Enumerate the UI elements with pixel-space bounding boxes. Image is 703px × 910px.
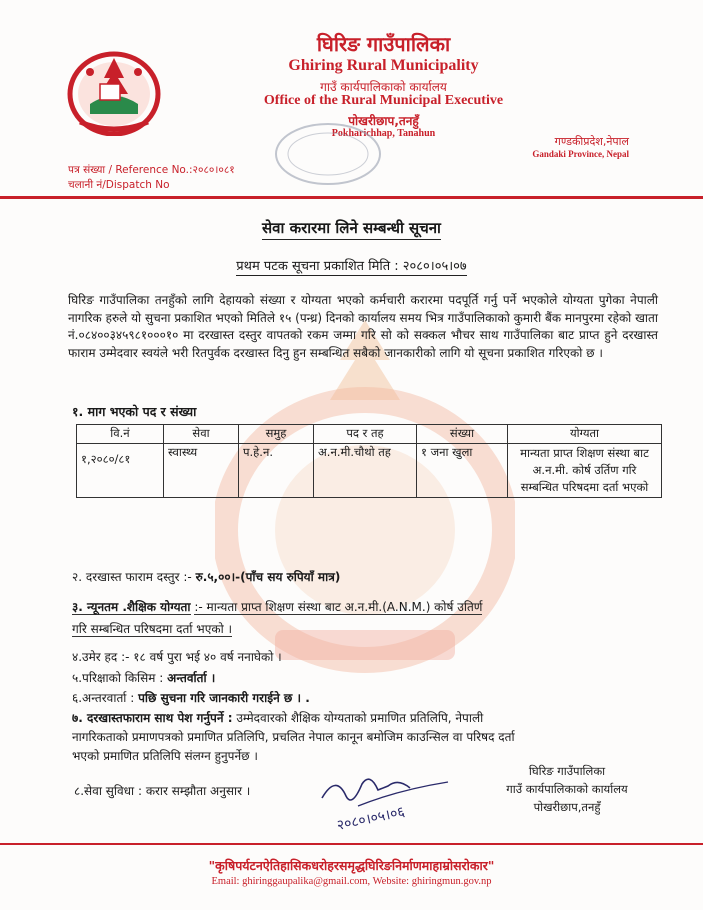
office-stamp-icon <box>268 118 388 186</box>
cell-count: १ जना खुला <box>417 444 508 498</box>
publish-date: प्रथम पटक सूचना प्रकाशित मिति : २०८०।०५।०७ <box>236 259 467 274</box>
qualification-value: :- मान्यता प्राप्त शिक्षण संस्था बाट अ.न.मी.(A.N.M.) कोर्ष उतिर्ण <box>194 600 483 614</box>
signoff-line2: गाउँ कार्यपालिकाको कार्यालय <box>506 782 628 796</box>
item-interview <box>72 689 310 706</box>
fee-label: २. दरखास्त फाराम दस्तुर :- <box>72 570 192 584</box>
qualification-label: ३. न्यूनतम .शैक्षिक योग्यता <box>72 600 191 614</box>
qualification-continued: गरि सम्बन्धित परिषदमा दर्ता भएको । <box>72 622 233 636</box>
location-en: Pokharichhap, Tanahun <box>331 128 436 139</box>
signoff-line1: घिरिङ गाउँपालिका <box>528 764 606 778</box>
table-header-row <box>77 425 662 444</box>
item-documents-line3: भएको प्रमाणित प्रतिलिपि संलग्न हुनुपर्नेछ । <box>72 749 258 763</box>
office-name-np: गाउँ कार्यपालिकाको कार्यालय <box>320 80 447 94</box>
province-en: Gandaki Province, Nepal <box>532 149 629 159</box>
item-documents <box>72 709 483 726</box>
posts-table <box>76 424 662 498</box>
table-row <box>77 444 662 498</box>
col-header-count: संख्या <box>417 425 508 444</box>
signature-icon <box>318 768 478 838</box>
header-divider <box>0 196 703 199</box>
item-documents-line2: नागरिकताको प्रमाणपत्रको प्रमाणित प्रतिलिपि, प्रचलित नेपाल कानून बमोजिम काउन्सिल वा परिषद दर्ता <box>72 730 515 744</box>
notice-body: घिरिङ गाउँपालिका तनहुँको लागि देहायको संख्या र योग्यता भएको कर्मचारी करारमा पदपूर्ति गर्नु पर्ने भएकोले योग्यता पुगेका नेपाली नागरिक हरुले यो सुचना प्रकाशित भएको मितिले १५ (पन्ध्र) दिनको कार्यालय समय भित्र गाउँपालिकाको कुमारी बैंक मानपुरमा रहेको खाता नं.०८४००३४५९८१०००१० मा दरखास्त दस्तुर वापतको रकम जम्मा गरि सो को सक्कल भौचर साथ गाउँपालिका बाट प्राप्त हुने दरखास्त फाराम उम्मेदवार स्वयंले भरी रितपुर्वक दरखास्त दिनु हुन सम्बन्धित सबैको जानकारीको लागि यो सूचना प्रकाशित गरिएको छ । <box>68 293 658 360</box>
item-min-qualification-cont <box>72 620 232 637</box>
cell-no: १,२०८०/८१ <box>77 444 164 498</box>
documents-label: ७. दरखास्तफाराम साथ पेश गर्नुपर्ने : <box>72 711 233 725</box>
municipality-name-np: घिरिङ गाउँपालिका <box>316 32 451 56</box>
col-header-service: सेवा <box>164 425 239 444</box>
svg-text:२०८०।०५।०६: २०८०।०५।०६ <box>335 803 407 834</box>
item-min-qualification <box>72 598 482 615</box>
item-application-fee <box>72 568 340 585</box>
item-service-facility: ८.सेवा सुविधा : करार सम्झौता अनुसार । <box>74 784 251 798</box>
item-age-limit: ४.उमेर हद :- १८ वर्ष पुरा भई ४० वर्ष ननाघेको । <box>72 650 282 664</box>
cell-group: प.हे.न. <box>239 444 314 498</box>
section-heading-posts: १. माग भएको पद र संख्या <box>72 404 197 419</box>
fee-value: रु.५,००।-(पाँच सय रुपियाँ मात्र) <box>195 570 341 584</box>
signoff-line3: पोखरीछाप,तनहुँ <box>533 800 601 814</box>
municipality-name-en: Ghiring Rural Municipality <box>288 57 479 74</box>
cell-service: स्वास्थ्य <box>164 444 239 498</box>
col-header-post: पद र तह <box>314 425 417 444</box>
office-name-en: Office of the Rural Municipal Executive <box>263 93 504 108</box>
col-header-group: समुह <box>239 425 314 444</box>
documents-value: उम्मेदवारको शैक्षिक योग्यताको प्रमाणित प्रतिलिपि, नेपाली <box>236 711 484 725</box>
col-header-qualification: योग्यता <box>508 425 662 444</box>
signoff-block <box>482 762 652 816</box>
province-np: गण्डकीप्रदेश,नेपाल <box>554 135 629 148</box>
reference-number: पत्र संख्या / Reference No.:२०८०।०८१ <box>68 164 235 176</box>
location-np: पोखरीछाप,तनहुँ <box>348 114 419 128</box>
col-header-no: वि.नं <box>77 425 164 444</box>
cell-qualification: मान्यता प्राप्त शिक्षण संस्था बाट अ.न.मी. कोर्ष उर्तिण गरि सम्बन्धित परिषदमा दर्ता भएको <box>508 444 662 498</box>
footer-contact: Email: ghiringgaupalika@gmail.com, Website: ghiringmun.gov.np <box>211 876 492 887</box>
footer-slogan: "कृषिपर्यटनऐतिहासिकधरोहरसमृद्धघिरिङनिर्माणमाहाम्रोसरोकार" <box>208 858 495 873</box>
item-exam-type <box>72 669 215 686</box>
notice-title: सेवा करारमा लिने सम्बन्धी सूचना <box>0 218 703 238</box>
interview-label: ६.अन्तरवार्ता : <box>72 691 135 705</box>
footer-divider <box>0 843 703 845</box>
exam-label: ५.परिक्षाको किसिम : <box>72 671 164 685</box>
cell-post: अ.न.मी.चौथो तह <box>314 444 417 498</box>
interview-value: पछि सुचना गरि जानकारी गराईने छ । . <box>138 691 310 705</box>
exam-value: अन्तर्वार्ता । <box>167 671 216 685</box>
dispatch-number: चलानी नं/Dispatch No <box>68 179 170 191</box>
